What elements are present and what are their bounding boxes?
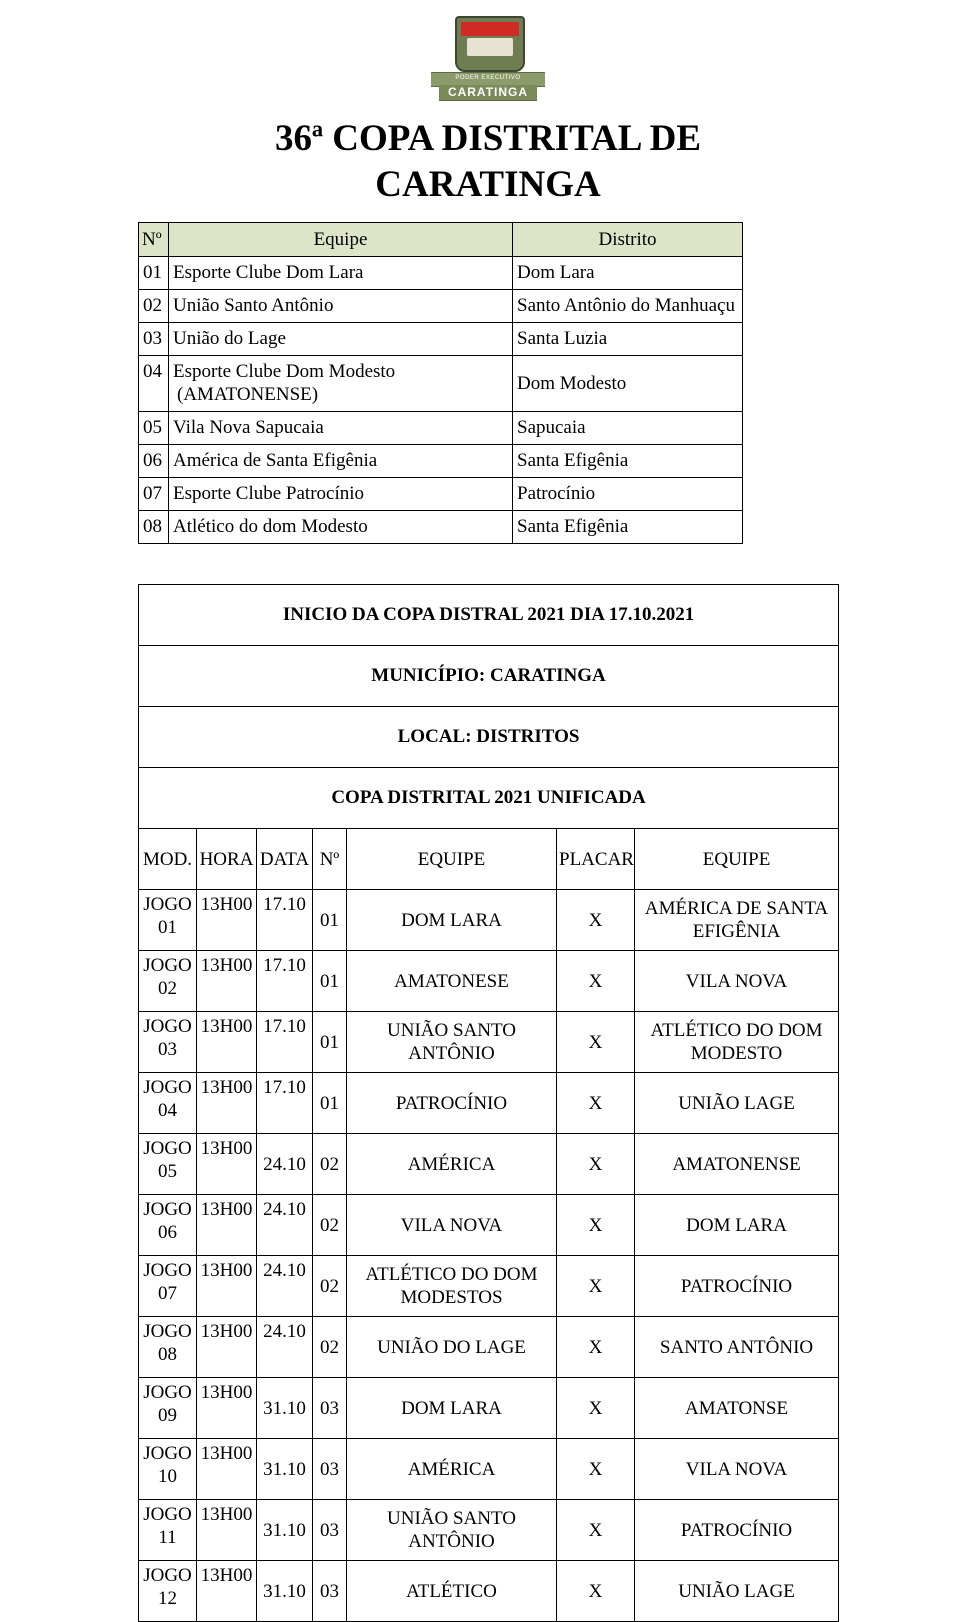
- match-time: 13H00: [197, 1378, 257, 1439]
- match-round: 03: [313, 1561, 347, 1622]
- team-name: Esporte Clube Patrocínio: [169, 478, 513, 511]
- table-row: [139, 1317, 839, 1378]
- team-name: Vila Nova Sapucaia: [169, 412, 513, 445]
- match-mod: JOGO 11: [139, 1500, 197, 1561]
- team-name: Atlético do dom Modesto: [169, 511, 513, 544]
- match-date: 24.10: [257, 1317, 313, 1378]
- team-district: Santa Luzia: [513, 323, 743, 356]
- match-date: 31.10: [257, 1561, 313, 1622]
- teams-table-head: [139, 223, 743, 257]
- match-mod: JOGO 01: [139, 890, 197, 951]
- match-team-home: AMATONESE: [347, 951, 557, 1012]
- match-mod: JOGO 03: [139, 1012, 197, 1073]
- match-time: 13H00: [197, 1256, 257, 1317]
- table-row: [139, 1561, 839, 1622]
- match-date: 24.10: [257, 1134, 313, 1195]
- table-row: [139, 356, 743, 412]
- table-row: [139, 890, 839, 951]
- match-team-home: PATROCÍNIO: [347, 1073, 557, 1134]
- match-team-away: PATROCÍNIO: [635, 1256, 839, 1317]
- team-num: 07: [139, 478, 169, 511]
- match-team-home: DOM LARA: [347, 1378, 557, 1439]
- match-mod: JOGO 07: [139, 1256, 197, 1317]
- match-team-away: UNIÃO LAGE: [635, 1073, 839, 1134]
- crest-main-text: CARATINGA: [447, 85, 529, 99]
- match-team-away: AMATONENSE: [635, 1134, 839, 1195]
- schedule-header-equipe2: EQUIPE: [635, 829, 839, 890]
- match-time: 13H00: [197, 951, 257, 1012]
- match-time: 13H00: [197, 1012, 257, 1073]
- match-round: 03: [313, 1439, 347, 1500]
- team-name-line1: Esporte Clube Dom Modesto: [173, 361, 396, 382]
- schedule-header-placar: PLACAR: [557, 829, 635, 890]
- schedule-banner-local: LOCAL: DISTRITOS: [139, 707, 839, 768]
- match-time: 13H00: [197, 1317, 257, 1378]
- match-date: 24.10: [257, 1256, 313, 1317]
- match-date: 31.10: [257, 1500, 313, 1561]
- match-round: 02: [313, 1134, 347, 1195]
- match-placar: X: [557, 1134, 635, 1195]
- schedule-banner-row: [139, 768, 839, 829]
- schedule-table: [138, 584, 839, 1622]
- schedule-banner-start: INICIO DA COPA DISTRAL 2021 DIA 17.10.2021: [139, 585, 839, 646]
- match-team-home: UNIÃO SANTO ANTÔNIO: [347, 1500, 557, 1561]
- match-round: 01: [313, 1073, 347, 1134]
- team-name: União Santo Antônio: [169, 290, 513, 323]
- teams-table: [138, 222, 743, 544]
- match-team-home: VILA NOVA: [347, 1195, 557, 1256]
- team-name: [169, 356, 513, 412]
- match-round: 01: [313, 1012, 347, 1073]
- match-time: 13H00: [197, 890, 257, 951]
- table-row: [139, 445, 743, 478]
- team-district: Dom Modesto: [513, 356, 743, 412]
- match-placar: X: [557, 1317, 635, 1378]
- match-team-home: AMÉRICA: [347, 1134, 557, 1195]
- match-team-away: AMATONSE: [635, 1378, 839, 1439]
- match-team-away: ATLÉTICO DO DOM MODESTO: [635, 1012, 839, 1073]
- schedule-table-body: [139, 585, 839, 1622]
- match-team-away: VILA NOVA: [635, 1439, 839, 1500]
- team-district: Santa Efigênia: [513, 511, 743, 544]
- match-round: 01: [313, 951, 347, 1012]
- header-crest-area: [0, 14, 976, 110]
- match-placar: X: [557, 890, 635, 951]
- page-title-line1: 36ª COPA DISTRITAL DE: [274, 118, 702, 159]
- table-row: [139, 257, 743, 290]
- match-round: 03: [313, 1500, 347, 1561]
- match-mod: JOGO 04: [139, 1073, 197, 1134]
- team-num: 06: [139, 445, 169, 478]
- table-row: [139, 412, 743, 445]
- team-num: 08: [139, 511, 169, 544]
- table-row: [139, 1073, 839, 1134]
- team-name: Esporte Clube Dom Lara: [169, 257, 513, 290]
- schedule-header-equipe1: EQUIPE: [347, 829, 557, 890]
- match-team-home: UNIÃO DO LAGE: [347, 1317, 557, 1378]
- match-team-away: UNIÃO LAGE: [635, 1561, 839, 1622]
- match-team-away: VILA NOVA: [635, 951, 839, 1012]
- table-row: [139, 290, 743, 323]
- schedule-banner-row: [139, 707, 839, 768]
- match-round: 02: [313, 1195, 347, 1256]
- match-placar: X: [557, 1561, 635, 1622]
- team-num: 01: [139, 257, 169, 290]
- schedule-banner-municipality: MUNICÍPIO: CARATINGA: [139, 646, 839, 707]
- schedule-header-row: [139, 829, 839, 890]
- shield-blue-band: [473, 42, 507, 54]
- match-time: 13H00: [197, 1439, 257, 1500]
- team-num: 04: [139, 356, 169, 412]
- teams-header-team: Equipe: [169, 223, 513, 257]
- match-placar: X: [557, 1012, 635, 1073]
- match-team-away: DOM LARA: [635, 1195, 839, 1256]
- match-mod: JOGO 06: [139, 1195, 197, 1256]
- schedule-header-no: Nº: [313, 829, 347, 890]
- team-name: União do Lage: [169, 323, 513, 356]
- team-num: 05: [139, 412, 169, 445]
- crest-ribbon: [431, 64, 545, 104]
- team-num: 02: [139, 290, 169, 323]
- match-team-home: UNIÃO SANTO ANTÔNIO: [347, 1012, 557, 1073]
- page-title-line2: CARATINGA: [375, 164, 601, 205]
- match-mod: JOGO 12: [139, 1561, 197, 1622]
- match-placar: X: [557, 1256, 635, 1317]
- match-mod: JOGO 08: [139, 1317, 197, 1378]
- match-mod: JOGO 09: [139, 1378, 197, 1439]
- schedule-header-data: DATA: [257, 829, 313, 890]
- schedule-header-mod: MOD.: [139, 829, 197, 890]
- schedule-banner-row: [139, 585, 839, 646]
- match-round: 02: [313, 1256, 347, 1317]
- schedule-banner-row: [139, 646, 839, 707]
- match-placar: X: [557, 1195, 635, 1256]
- match-date: 17.10: [257, 1073, 313, 1134]
- match-team-home: DOM LARA: [347, 890, 557, 951]
- team-district: Patrocínio: [513, 478, 743, 511]
- match-round: 01: [313, 890, 347, 951]
- match-team-home: ATLÉTICO: [347, 1561, 557, 1622]
- teams-table-body: [139, 257, 743, 544]
- match-team-away: AMÉRICA DE SANTA EFIGÊNIA: [635, 890, 839, 951]
- teams-header-num: Nº: [139, 223, 169, 257]
- match-team-away: PATROCÍNIO: [635, 1500, 839, 1561]
- team-district: Santo Antônio do Manhuaçu: [513, 290, 743, 323]
- match-placar: X: [557, 1378, 635, 1439]
- table-row: [139, 511, 743, 544]
- table-row: [139, 1134, 839, 1195]
- table-row: [139, 1500, 839, 1561]
- match-team-home: ATLÉTICO DO DOM MODESTOS: [347, 1256, 557, 1317]
- match-date: 17.10: [257, 951, 313, 1012]
- team-district: Santa Efigênia: [513, 445, 743, 478]
- caratinga-coat-of-arms-icon: [429, 14, 547, 106]
- match-mod: JOGO 05: [139, 1134, 197, 1195]
- team-name-line2: (AMATONENSE): [177, 384, 319, 405]
- table-row: [139, 951, 839, 1012]
- teams-header-district: Distrito: [513, 223, 743, 257]
- match-time: 13H00: [197, 1561, 257, 1622]
- match-round: 02: [313, 1317, 347, 1378]
- match-time: 13H00: [197, 1500, 257, 1561]
- schedule-banner-unified: COPA DISTRITAL 2021 UNIFICADA: [139, 768, 839, 829]
- table-row: [139, 1012, 839, 1073]
- match-date: 31.10: [257, 1378, 313, 1439]
- match-team-home: AMÉRICA: [347, 1439, 557, 1500]
- team-district: Sapucaia: [513, 412, 743, 445]
- match-round: 03: [313, 1378, 347, 1439]
- page-title: [0, 116, 976, 208]
- match-date: 31.10: [257, 1439, 313, 1500]
- match-mod: JOGO 02: [139, 951, 197, 1012]
- team-num: 03: [139, 323, 169, 356]
- match-date: 24.10: [257, 1195, 313, 1256]
- table-row: [139, 478, 743, 511]
- match-placar: X: [557, 1500, 635, 1561]
- match-time: 13H00: [197, 1195, 257, 1256]
- crest-top-text: PODER EXECUTIVO: [455, 75, 521, 81]
- table-header-row: [139, 223, 743, 257]
- table-row: [139, 1256, 839, 1317]
- schedule-header-hora: HORA: [197, 829, 257, 890]
- match-time: 13H00: [197, 1134, 257, 1195]
- match-placar: X: [557, 1439, 635, 1500]
- table-row: [139, 1378, 839, 1439]
- match-placar: X: [557, 951, 635, 1012]
- match-date: 17.10: [257, 890, 313, 951]
- match-placar: X: [557, 1073, 635, 1134]
- match-date: 17.10: [257, 1012, 313, 1073]
- team-district: Dom Lara: [513, 257, 743, 290]
- table-row: [139, 323, 743, 356]
- match-team-away: SANTO ANTÔNIO: [635, 1317, 839, 1378]
- team-name: América de Santa Efigênia: [169, 445, 513, 478]
- match-mod: JOGO 10: [139, 1439, 197, 1500]
- match-time: 13H00: [197, 1073, 257, 1134]
- table-row: [139, 1439, 839, 1500]
- table-row: [139, 1195, 839, 1256]
